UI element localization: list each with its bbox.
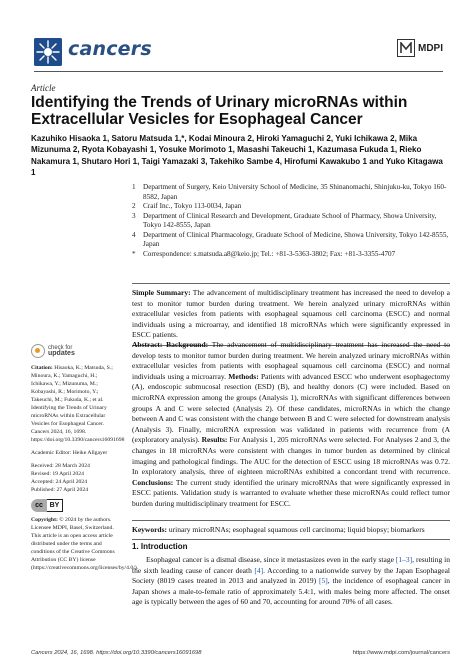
updates-top-text: check for xyxy=(48,344,73,351)
abstract xyxy=(132,340,450,510)
accepted-date: Accepted: 24 April 2024 xyxy=(31,479,88,485)
editor-label: Academic Editor: xyxy=(31,450,72,456)
abstract-label: Abstract: xyxy=(132,340,163,349)
affiliation-text: Department of Clinical Pharmacology, Graduate School of Medicine, Showa University, Tokyo 142-8555, Japan xyxy=(143,230,449,248)
conclusions-label: Conclusions: xyxy=(132,477,174,487)
check-for-updates-icon xyxy=(31,344,45,358)
affiliation-marker: 1 xyxy=(132,183,136,191)
introduction-paragraph xyxy=(132,555,450,608)
received-date: Received: 28 March 2024 xyxy=(31,463,90,469)
check-for-updates-text xyxy=(48,345,75,358)
simple-summary-text: The advancement of multidisciplinary treatment has increased the need to develop a test to monitor tumor burden during treatment. We herein analyzed urinary microRNAs within extracellular vesicles from patients with esophageal squamous cell carcinoma (ESCC) and normal individuals using a microarray, and identified 18 microRNAs which were significantly expressed in ESCC patients. xyxy=(132,288,451,340)
intro-text: Esophageal cancer is a dismal disease, since it metastasizes even in the early stage xyxy=(146,555,396,564)
revised-date: Revised: 19 April 2024 xyxy=(31,471,84,477)
article-sidebar xyxy=(31,344,139,577)
academic-editor xyxy=(31,449,121,457)
intro-text: , resulting in the sixth leading cause of cancer death xyxy=(132,555,450,575)
cc-by-license-icon[interactable] xyxy=(31,499,121,512)
intro-text: , the incidence of esophageal cancer in Japan shows a male-to-female ratio of approximately 5.4:1, with males being more affected. The onset age is typically between the ages of 60 and 70, accounting for around 70% of all cases. xyxy=(132,576,450,607)
citation-link[interactable]: [5] xyxy=(319,576,328,586)
section-heading: 1. Introduction xyxy=(132,542,188,551)
affiliation-item xyxy=(132,183,450,202)
correspondence xyxy=(132,250,450,260)
article-type: Article xyxy=(31,83,56,93)
intro-text: . According to a nationwide survey by the Japan Esophageal Society (8019 cases treated in 2013 and analyzed in 2019) xyxy=(132,565,450,586)
copyright-block xyxy=(31,516,139,572)
affiliation-text: Craif Inc., Tokyo 113-0034, Japan xyxy=(143,202,242,210)
methods-label: Methods: xyxy=(228,371,259,381)
publisher-logo[interactable] xyxy=(397,39,443,57)
keywords-label: Keywords: xyxy=(132,525,167,534)
affiliation-text: Department of Clinical Research and Development, Graduate School of Pharmacy, Showa University, Tokyo 142-8555, Japan xyxy=(143,211,437,229)
correspondence-text[interactable]: Correspondence: s.matsuda.a8@keio.jp; Tel.: +81-3-5363-3802; Fax: +81-3-3355-4707 xyxy=(143,249,396,258)
affiliation-marker: 4 xyxy=(132,230,136,239)
affiliation-marker: 2 xyxy=(132,202,136,210)
mdpi-logo-icon xyxy=(397,39,415,57)
background-text: The advancement of multidisciplinary treatment has increased the need to develop tests to monitor tumor burden during treatment. We herein analyzed urinary microRNAs within extracellular vesicles from patients with esophageal squamous cell carcinoma (ESCC) and normal individuals using a microarray. xyxy=(132,340,451,381)
copyright-label: Copyright: xyxy=(31,517,58,523)
footer-citation[interactable]: Cancers 2024, 16, 1698. https://doi.org/10.3390/cancers16091698 xyxy=(31,650,202,656)
journal-name[interactable]: cancers xyxy=(68,38,152,60)
affiliation-item xyxy=(132,231,450,250)
results-label: Results: xyxy=(201,435,228,445)
citation-block xyxy=(31,364,125,444)
author-list: Kazuhiko Hisaoka 1, Satoru Matsuda 1,*, Kodai Minoura 2, Hiroki Yamaguchi 2, Yuki Ichikawa 2, Mika Mizunuma 2, Ryota Kobayashi 1, Yosuke Morimoto 1, Masashi Takeuchi 1, Kazumasa Fukuda 1, Rieko Nakamura 1, Shutaro Hori 1, Taigi Yamazaki 3, Takehiko Sambe 4, Hirofumi Kawakubo 1 and Yuko Kitagawa 1 xyxy=(31,134,443,178)
affiliation-item xyxy=(132,212,450,231)
published-date: Published: 27 April 2024 xyxy=(31,487,89,493)
keywords-text: urinary microRNAs; esophageal squamous cell carcinoma; liquid biopsy; biomarkers xyxy=(168,525,425,534)
publisher-name: MDPI xyxy=(418,42,443,54)
citation-label: Citation: xyxy=(31,365,53,371)
methods-text: Patients with advanced ESCC who underwent esophagectomy (A), endoscopic submucosal resection (ESD) (B), and healthy donors (C) were included. Based on microRNA expression among the groups (Analysis 1), microRNAs with significant differences between groups A and C were selected (Analysis 2). Of these candidates, microRNAs in which the change between A and C was consistent with the change between B and C were selected for downstream analysis (Analysis 3). Finally, microRNA expression was validated in patients with recurrence from (A (exploratory analysis). xyxy=(132,371,451,445)
page-footer xyxy=(31,650,450,656)
cc-icon: cc xyxy=(31,499,47,512)
affiliation-text: Department of Surgery, Keio University School of Medicine, 35 Shinanomachi, Shinjuku-ku, Tokyo 160-8582, Japan xyxy=(143,183,447,201)
footer-journal-url[interactable]: https://www.mdpi.com/journal/cancers xyxy=(352,650,450,656)
article-title: Identifying the Trends of Urinary microRNAs within Extracellular Vesicles for Esophageal Cancer xyxy=(31,94,408,128)
editor-name: Heike Allgayer xyxy=(72,450,108,456)
updates-bottom-text: updates xyxy=(48,350,75,357)
journal-header xyxy=(0,0,474,80)
affiliation-marker: 3 xyxy=(132,211,136,220)
cancers-journal-logo-icon xyxy=(34,38,62,66)
by-icon: BY xyxy=(47,499,63,512)
citation-link[interactable]: [4] xyxy=(254,565,264,575)
header-divider xyxy=(34,71,443,72)
results-text: For Analysis 1, 205 microRNAs were selected. For Analyses 2 and 3, the changes in 18 microRNAs were consistent with changes in tumor burden as determined by clinical imaging and pathological findings. The AUC for the detection of ESCC using 18 microRNAs was 0.72. In exploratory analysis, three of eighteen microRNAs exhibited a concordant trend with recurrence. xyxy=(132,435,451,477)
simple-summary xyxy=(132,283,450,346)
citation-link[interactable]: [1–3] xyxy=(395,555,413,564)
citation-text[interactable]: Hisaoka, K.; Matsuda, S.; Minoura, K.; Yamaguchi, H.; Ichikawa, Y.; Mizunuma, M.; Kobayashi, R.; Morimoto, Y.; Takeuchi, M.; Fukuda, K.; et al. Identifying the Trends of Urinary microRNAs within Extracellular Vesicles for Esophageal Cancer. Cancers 2024, 16, 1698. https://doi.org/10.3390/cancers16091698 xyxy=(31,365,125,443)
conclusions-text: The current study identified the urinary microRNAs that were significantly expressed in ESCC patients. Validation study is warranted to evaluate whether these microRNAs could reflect tumor burden during multidisciplinary treatment for ESCC. xyxy=(132,477,450,508)
affiliations xyxy=(132,183,450,259)
background-label: Background: xyxy=(166,340,209,349)
copyright-text: © 2024 by the authors. Licensee MDPI, Basel, Switzerland. This article is an open access article distributed under the terms and conditions of the Creative Commons Attribution (CC BY) license (https://creativecommons.org/licenses/by/4.0/). xyxy=(31,517,139,571)
publication-dates xyxy=(31,462,121,494)
check-for-updates-button[interactable] xyxy=(31,344,121,358)
affiliation-item xyxy=(132,202,450,212)
keywords xyxy=(132,520,450,540)
simple-summary-label: Simple Summary: xyxy=(132,288,191,297)
affiliation-marker: * xyxy=(132,249,136,258)
